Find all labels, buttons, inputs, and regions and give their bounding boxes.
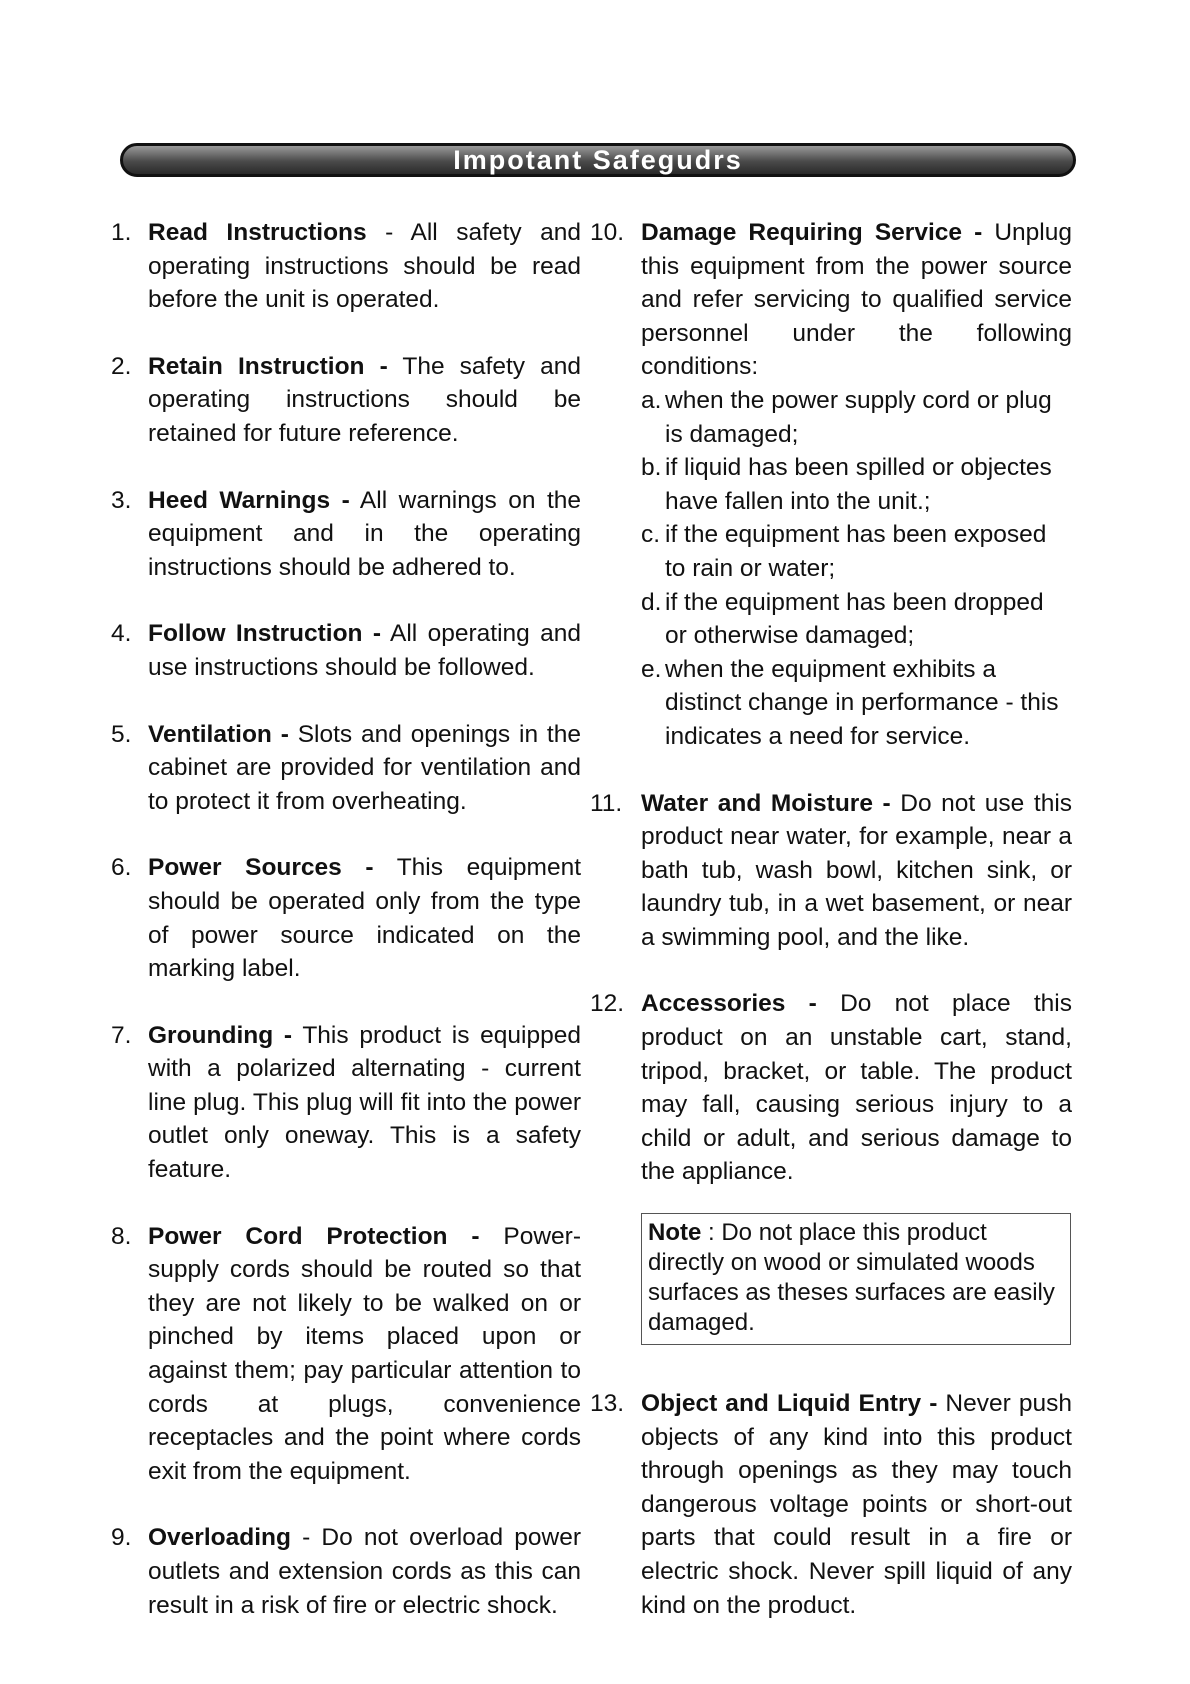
item-number: 11.	[590, 789, 623, 817]
item-text: This equipment should be operated only from the type of power source indicated on the marking label.	[148, 854, 582, 983]
condition-e	[641, 653, 1072, 754]
condition-text: if the equipment has been dropped or otherwise damaged;	[665, 588, 1044, 650]
item-text: Do not use this product near water, for example, near a bath tub, wash bowl, kitchen sink, or laundry tub, in a wet basement, or near a swimming pool, and the like.	[641, 789, 1073, 951]
safeguard-item-12	[590, 987, 1072, 1189]
item-heading: Overloading	[148, 1524, 291, 1552]
condition-text: when the power supply cord or plug is damaged;	[665, 386, 1052, 448]
condition-text: if the equipment has been exposed to rain or water;	[665, 521, 1047, 582]
item-text: Slots and openings in the cabinet are provided for ventilation and to protect it from overheating.	[148, 720, 581, 815]
item-text: Do not place this product on an unstable cart, stand, tripod, bracket, or table. The product may fall, causing serious injury to a child or adult, and serious damage to the appliance.	[641, 990, 1072, 1186]
item-text: Unplug this equipment from the power source and refer servicing to qualified service personnel under the following conditions:	[641, 219, 1072, 381]
condition-d	[641, 586, 1072, 653]
item-heading: Damage Requiring Service -	[641, 219, 983, 246]
safeguard-item-8	[111, 1220, 581, 1489]
item-heading: Power Sources -	[148, 854, 374, 882]
title-banner	[120, 143, 1076, 177]
item-heading: Follow Instruction -	[148, 620, 382, 648]
safeguard-item-7	[111, 1019, 581, 1187]
item-number: 10.	[590, 219, 625, 246]
safeguard-item-5	[111, 718, 581, 819]
item-text: - Do not overload power outlets and extension cords as this can result in a risk of fire or electric shock.	[148, 1524, 581, 1619]
item-heading: Power Cord Protection -	[148, 1222, 480, 1250]
condition-letter: b.	[641, 454, 662, 482]
item-text: All operating and use instructions should be followed.	[148, 620, 581, 681]
item-text: Never push objects of any kind into this product through openings as they may touch dangerous voltage points or short-out parts that could result in a fire or electric shock. Never spill liquid of any kind on the product.	[641, 1390, 1072, 1619]
page-title: Impotant Safegudrs	[453, 144, 743, 175]
item-number: 2.	[111, 352, 132, 380]
item-text: - All safety and operating instructions should be read before the unit is operated.	[148, 219, 581, 314]
safeguard-item-4	[111, 617, 581, 684]
item-number: 12.	[590, 990, 625, 1018]
condition-text: if liquid has been spilled or objectes have fallen into the unit.;	[665, 454, 1052, 515]
item-number: 6.	[111, 854, 132, 882]
item-text: Power- supply cords should be routed so that they are not likely to be walked on or pinched by items placed upon or against them; pay particular attention to cords at plugs, convenience receptacles and the point where cords exit from the equipment.	[148, 1222, 581, 1485]
condition-c	[641, 518, 1072, 585]
safeguard-item-13	[590, 1387, 1072, 1622]
item-heading: Ventilation -	[148, 720, 289, 748]
item-number: 5.	[111, 720, 132, 748]
item-heading: Water and Moisture -	[641, 789, 891, 817]
right-column	[590, 216, 1073, 1622]
item-heading: Accessories -	[641, 990, 817, 1018]
item-number: 1.	[111, 219, 132, 246]
item-text: All warnings on the equipment and in the operating instructions should be adhered to.	[148, 486, 582, 581]
condition-text: when the equipment exhibits a distinct change in performance - this indicates a need for service.	[665, 655, 1059, 750]
note-text: : Do not place this product directly on wood or simulated woods surfaces as theses surfaces are easily damaged.	[648, 1219, 1055, 1337]
item-text: The safety and operating instructions should be retained for future reference.	[148, 352, 581, 447]
condition-letter: e.	[641, 655, 662, 683]
safeguard-item-9	[111, 1521, 581, 1622]
safeguard-item-10	[590, 216, 1072, 754]
condition-letter: d.	[641, 588, 662, 616]
safeguard-item-2	[111, 350, 581, 451]
note-heading: Note	[648, 1219, 702, 1247]
condition-list	[641, 384, 1072, 754]
item-number: 13.	[590, 1390, 625, 1418]
item-number: 4.	[111, 620, 132, 648]
condition-letter: a.	[641, 386, 662, 414]
item-heading: Heed Warnings -	[148, 486, 350, 514]
item-heading: Retain Instruction -	[148, 352, 388, 380]
item-heading: Grounding -	[148, 1021, 293, 1049]
item-number: 9.	[111, 1524, 132, 1552]
left-column	[111, 216, 581, 1622]
safeguard-item-3	[111, 484, 581, 585]
condition-letter: c.	[641, 521, 661, 549]
safeguard-item-1	[111, 216, 581, 317]
condition-a	[641, 384, 1072, 451]
item-text: This product is equipped with a polarized alternating - current line plug. This plug will fit into the power outlet only oneway. This is a safety feature.	[148, 1021, 581, 1184]
safeguard-item-6	[111, 851, 581, 985]
condition-b	[641, 451, 1072, 518]
item-heading: Object and Liquid Entry -	[641, 1390, 938, 1418]
note-box	[641, 1213, 1071, 1345]
safeguard-item-11	[590, 787, 1073, 955]
item-number: 7.	[111, 1021, 132, 1049]
item-heading: Read Instructions	[148, 219, 367, 246]
item-number: 3.	[111, 486, 132, 514]
item-number: 8.	[111, 1222, 132, 1250]
